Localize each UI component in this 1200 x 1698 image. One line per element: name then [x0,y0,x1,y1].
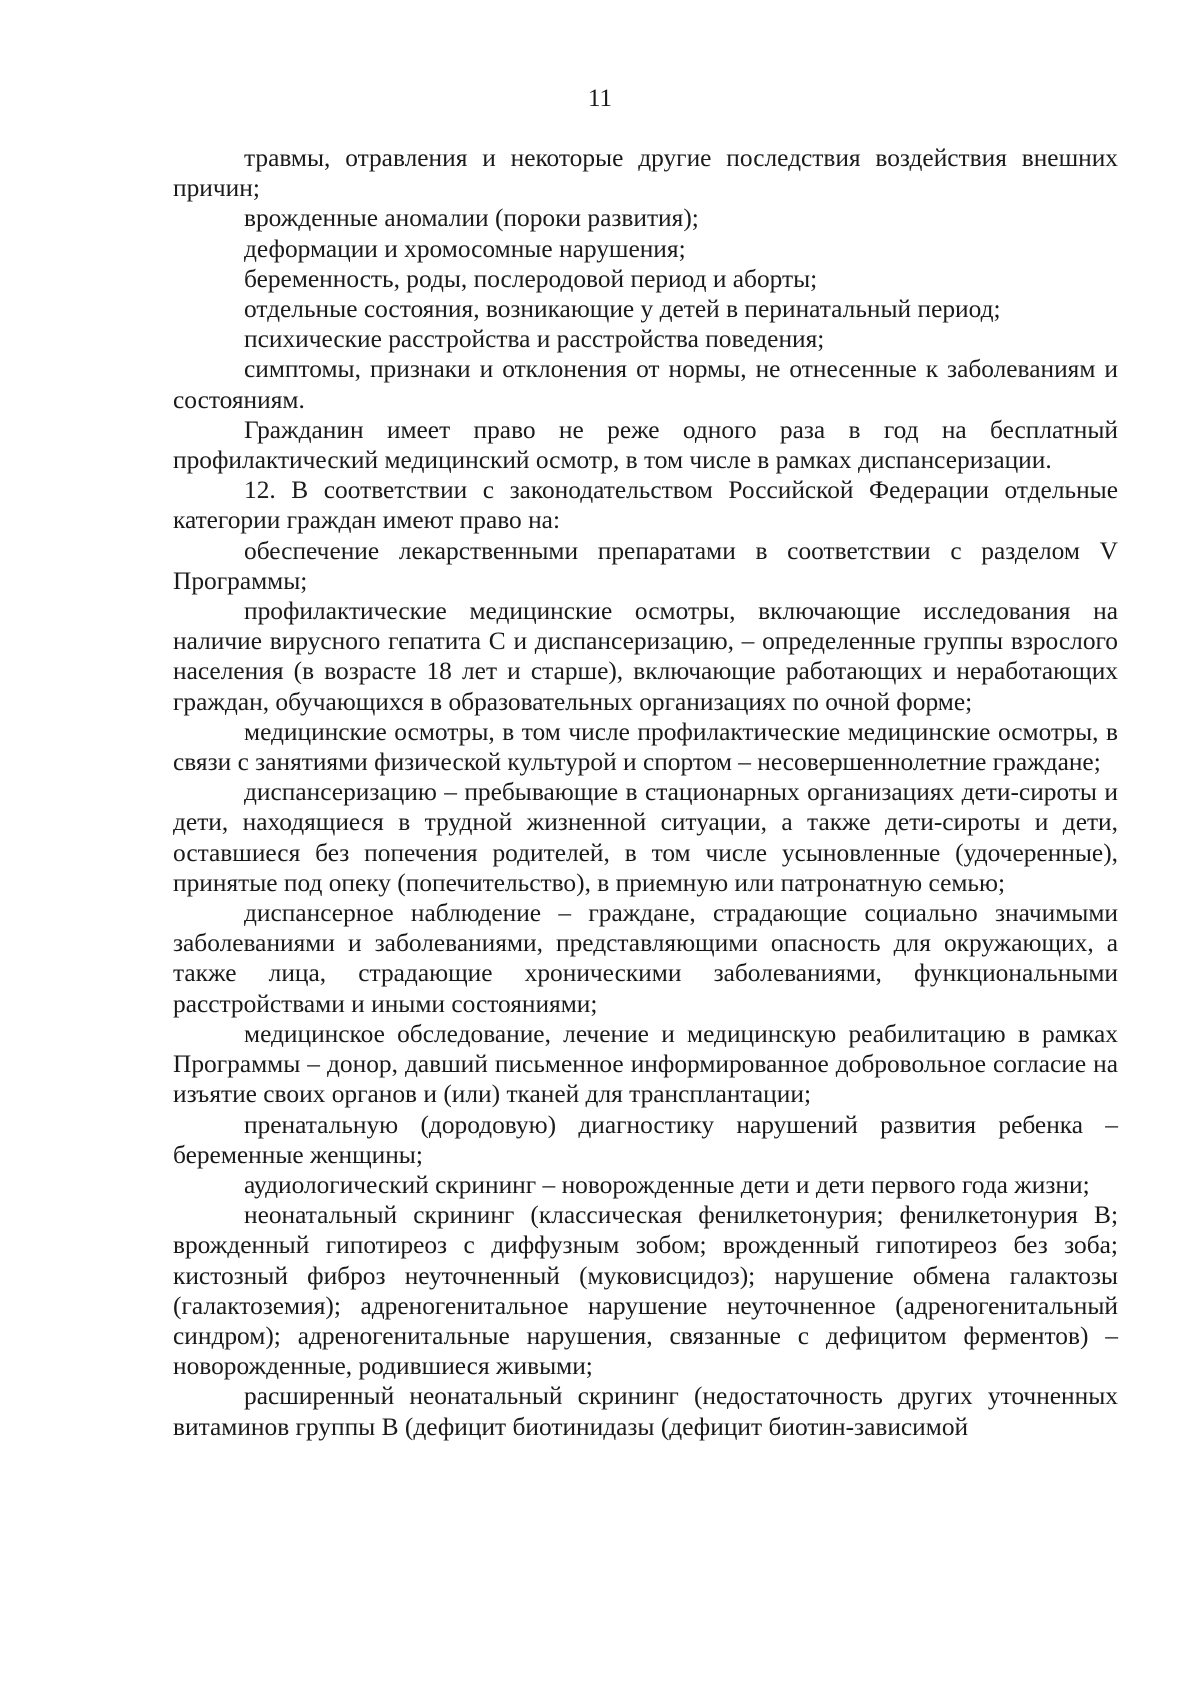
paragraph: профилактические медицинские осмотры, включающие исследования на наличие вирусного гепатита С и диспансеризацию, – определенные группы взрослого населения (в возрасте 18 лет и старше), включающие работающих и неработающих граждан, обучающихся в образовательных организациях по очной форме; [173,597,1118,716]
paragraph: пренатальную (дородовую) диагностику нарушений развития ребенка – беременные женщины; [173,1110,1118,1169]
paragraph: диспансерное наблюдение – граждане, страдающие социально значимыми заболеваниями и заболеваниями, представляющими опасность для окружающих, а также лица, страдающие хроническими заболеваниями, функциональными расстройствами и иными состояниями; [173,899,1118,1018]
paragraph: деформации и хромосомные нарушения; [244,234,686,263]
paragraph: врожденные аномалии (пороки развития); [244,204,699,233]
paragraph: психические расстройства и расстройства поведения; [244,325,825,354]
paragraph: неонатальный скрининг (классическая фенилкетонурия; фенилкетонурия B; врожденный гипотиреоз с диффузным зобом; врожденный гипотиреоз без зоба; кистозный фиброз неуточненный (муковисцидоз); нарушение обмена галактозы (галактоземия); адреногенитальное нарушение неуточненное (адреногенитальный синдром); адреногенитальные нарушения, связанные с дефицитом ферментов) – новорожденные, родившиеся живыми; [173,1201,1118,1381]
paragraph: диспансеризацию – пребывающие в стационарных организациях дети-сироты и дети, находящиеся в трудной жизненной ситуации, а также дети-сироты и дети, оставшиеся без попечения родителей, в том числе усыновленные (удочеренные), принятые под опеку (попечительство), в приемную или патронатную семью; [173,778,1118,897]
paragraph: симптомы, признаки и отклонения от нормы, не отнесенные к заболеваниям и состояниям. [173,355,1118,414]
paragraph: отдельные состояния, возникающие у детей в перинатальный период; [244,295,1001,324]
paragraph: расширенный неонатальный скрининг (недостаточность других уточненных витаминов группы B (дефицит биотинидазы (дефицит биотин-зависимой [173,1382,1118,1441]
paragraph: медицинское обследование, лечение и медицинскую реабилитацию в рамках Программы – донор, давший письменное информированное добровольное согласие на изъятие своих органов и (или) тканей для трансплантации; [173,1019,1118,1109]
paragraph: обеспечение лекарственными препаратами в соответствии с разделом V Программы; [173,536,1118,595]
paragraph: медицинские осмотры, в том числе профилактические медицинские осмотры, в связи с занятиями физической культурой и спортом – несовершеннолетние граждане; [173,717,1118,777]
document-body [173,143,1118,1442]
page-number: 11 [587,85,613,112]
paragraph: беременность, роды, послеродовой период и аборты; [244,264,818,293]
paragraph: аудиологический скрининг – новорожденные дети и дети первого года жизни; [244,1170,1090,1199]
paragraph: травмы, отравления и некоторые другие последствия воздействия внешних причин; [173,144,1118,203]
paragraph: 12. В соответствии с законодательством Российской Федерации отдельные категории граждан имеют право на: [173,476,1118,535]
paragraph: Гражданин имеет право не реже одного раза в год на бесплатный профилактический медицинский осмотр, в том числе в рамках диспансеризации. [173,415,1118,475]
